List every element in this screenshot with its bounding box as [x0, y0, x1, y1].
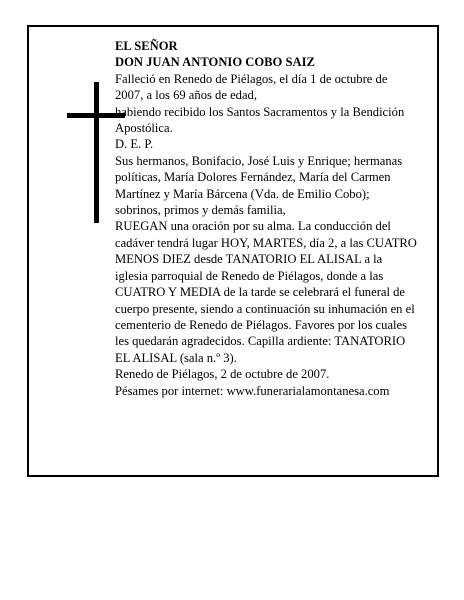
ceremony-details: RUEGAN una oración por su alma. La conducción del cadáver tendrá lugar HOY, MARTES, día 2, a las CUATRO MENOS DIEZ desde TANATORIO EL ALISAL a la iglesia parroquial de Renedo de Piélagos, donde a las CUATRO Y MEDIA de la tarde se celebrará el funeral de cuerpo presente, siendo a continuación su inhumación en el cementerio de Renedo de Piélagos. Favores por los cuales les quedarán agradecidos. Capilla ardiente: TANATORIO EL ALISAL (sala n.º 3). [115, 219, 417, 365]
rip-line: D. E. P. [115, 137, 154, 152]
death-details: Falleció en Renedo de Piélagos, el día 1 de octubre de 2007, a los 69 años de edad, [115, 71, 388, 103]
obituary-text [115, 38, 417, 399]
condolences-line: Pésames por internet: www.funerarialamontanesa.com [115, 383, 390, 398]
cross-vertical-bar [94, 82, 99, 223]
sacraments-line: habiendo recibido los Santos Sacramentos y la Bendición Apostólica. [115, 104, 405, 136]
deceased-name: DON JUAN ANTONIO COBO SAIZ [115, 55, 315, 70]
title-line-1: EL SEÑOR [115, 39, 178, 53]
place-date-line: Renedo de Piélagos, 2 de octubre de 2007. [115, 367, 330, 382]
family-list: Sus hermanos, Bonifacio, José Luis y Enrique; hermanas políticas, María Dolores Fernández, María del Carmen Martínez y María Bárcena (Vda. de Emilio Cobo); sobrinos, primos y demás familia, [115, 153, 403, 218]
